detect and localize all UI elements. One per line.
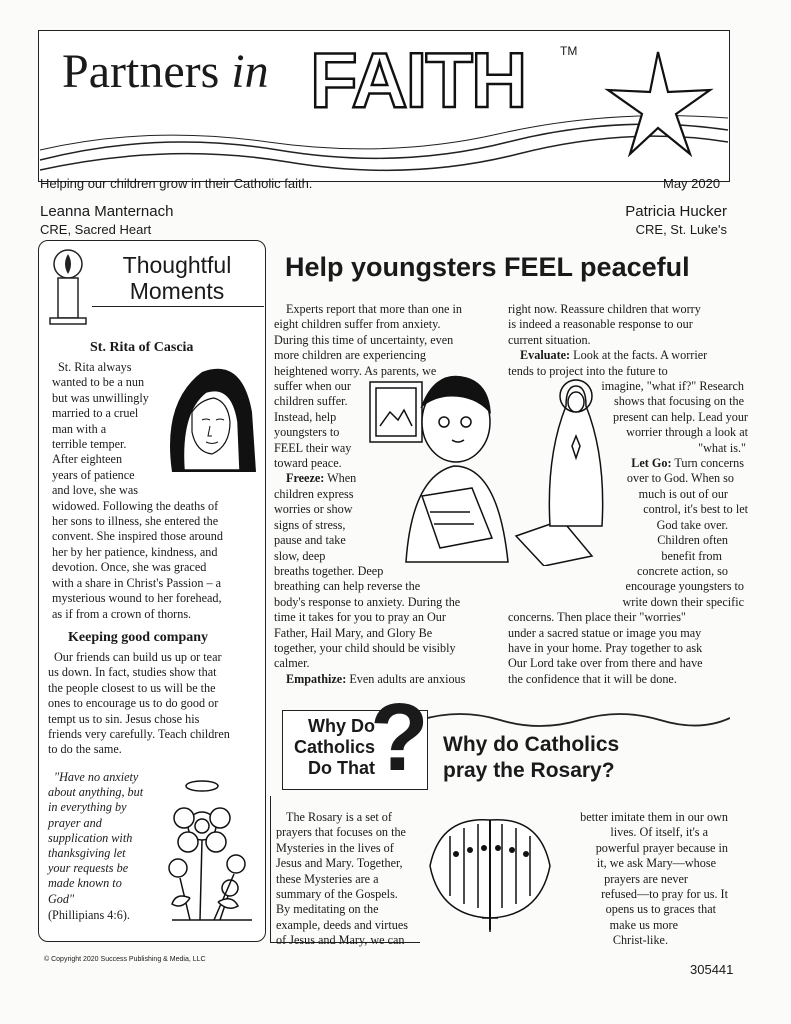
- rita-title: St. Rita of Cascia: [90, 340, 194, 355]
- divider: [92, 306, 264, 307]
- author-left-role: CRE, Sacred Heart: [40, 222, 152, 237]
- question-mark-icon: ?: [370, 684, 429, 791]
- scripture-quote: "Have no anxiety about anything, but in everything by prayer and supplication with thanksgiving let your requests be made known to God": [48, 770, 144, 906]
- wave-divider: [420, 700, 730, 730]
- candle-icon: [46, 246, 92, 326]
- why-do-catholics-label: Why Do Catholics Do That: [293, 716, 375, 778]
- company-text: Our friends can build us up or tear us down. In fact, studies show that the people closest to us will be the ones to encourage us to do good or tempt us to sin. Jesus chose his friends very carefully. Teach children to do the same.: [48, 650, 230, 757]
- feature-column-1: Experts report that more than one in eight children suffer from anxiety. During this time of uncertainty, even more children are experiencing heightened worry. As parents, we suffer when our children suffer. Instead, help youngsters to FEEL their way toward peace. Freeze: When children express worries or show signs of stress, pause and take slow, deep breaths together. Deep breathing can help reverse the body's response to anxiety. During the time it takes for you to pray an Our Father, Hail Mary, and Glory Be together, your child should be visibly calmer. Empathize: Even adults are anxious: [274, 302, 466, 686]
- flower-illustration: [160, 770, 260, 930]
- rosary-box-left-border: [270, 796, 271, 942]
- issue-date: May 2020: [663, 176, 721, 191]
- copyright: © Copyright 2020 Success Publishing & Media, LLC: [44, 956, 206, 963]
- author-left-name: Leanna Manternach: [40, 203, 174, 220]
- boy-praying-illustration: [366, 366, 616, 566]
- thoughtful-moments-heading: Thoughtful Moments: [122, 252, 232, 304]
- feature-heading: Help youngsters FEEL peaceful: [285, 252, 690, 282]
- masthead-title: Partners in: [62, 45, 269, 98]
- rosary-column-2: better imitate them in our own lives. Of itself, it's a powerful prayer because in it, we ask Mary—whose prayers are never refused—to pray for us. It opens us to graces that make us more Christ-like.: [580, 810, 728, 948]
- author-right-name: Patricia Hucker: [625, 203, 727, 220]
- author-right-role: CRE, St. Luke's: [635, 222, 727, 237]
- tagline: Helping our children grow in their Catholic faith.: [40, 176, 313, 191]
- masthead-faith-wordmark: FAITH: [310, 36, 526, 124]
- trademark: TM: [560, 44, 578, 58]
- quote-citation: (Phillipians 4:6).: [48, 908, 130, 922]
- star-icon: [608, 52, 710, 154]
- rita-story: St. Rita always wanted to be a nun but was unwillingly married to a cruel man with a terrible temper. After eighteen years of patience and love, she was widowed. Following the deaths of her sons to illness, she entered the convent. She inspired those around her by her patience, kindness, and devotion. Once, she was graced with a share in Christ's Passion – a mysterious wound to her forehead, as if from a crown of thorns.: [52, 360, 223, 621]
- rosary-column-1: The Rosary is a set of prayers that focuses on the Mysteries in the lives of Jesus and Mary. Together, these Mysteries are a summary of the Gospels. By meditating on the example, deeds and virtues of Jesus and Mary, we can: [276, 810, 408, 948]
- feature-column-2: right now. Reassure children that worry is indeed a reasonable response to our current situation. Evaluate: Look at the facts. A worrier tends to project into the future to imagine, "what if?" Research shows that focusing on the present can help. Lead your worrier through a look at "what is." Let Go: Turn concerns over to God. When so much is out of our control, it's best to let God take over. Children often benefit from concrete action, so encourage youngsters to write down their specific concerns. Then place their "worries" under a sacred statue or image you may have in your home. Pray together to ask Our Lord take over from there and have the confidence that it will be done.: [508, 302, 748, 686]
- document-code: 305441: [690, 962, 734, 977]
- company-title: Keeping good company: [68, 630, 209, 645]
- rosary-heading: Why do Catholics pray the Rosary?: [443, 733, 620, 782]
- rosary-hands-illustration: [420, 806, 560, 936]
